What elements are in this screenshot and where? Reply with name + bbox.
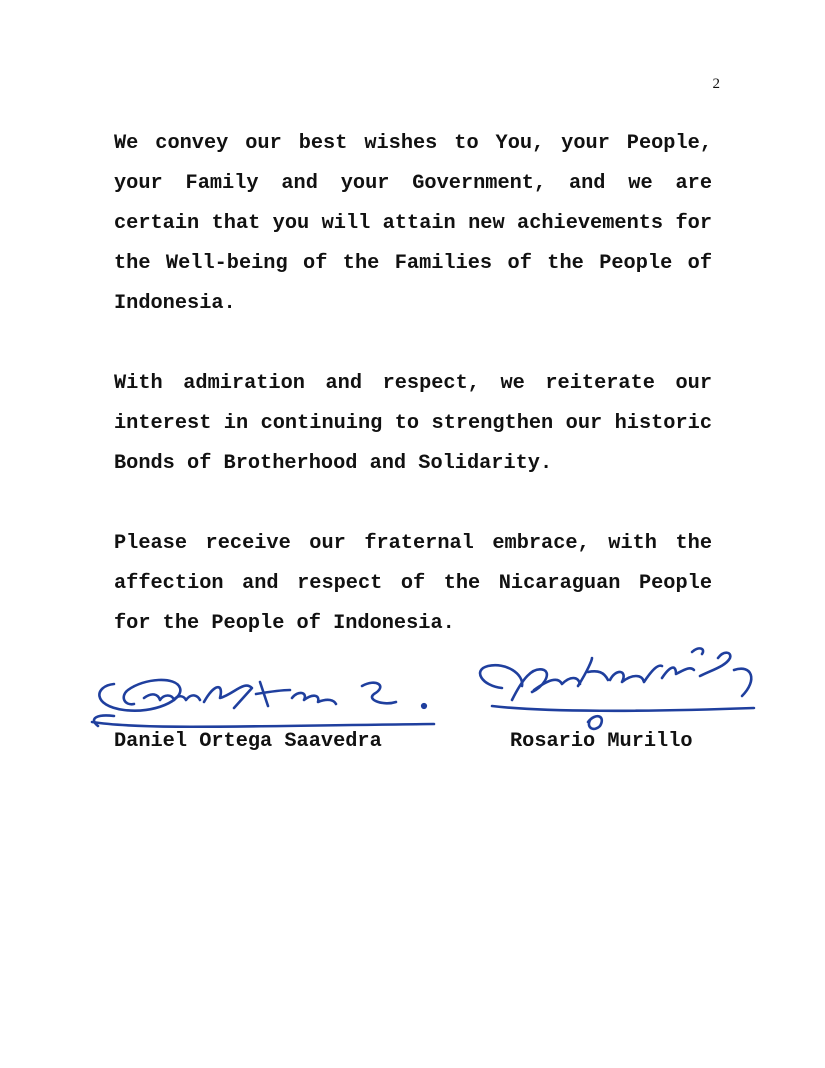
paragraph-fraternal-embrace: Please receive our fraternal embrace, with the affection and respect of the Nicaraguan People for the People of Indonesia. bbox=[114, 532, 712, 635]
signer-name-daniel-ortega: Daniel Ortega Saavedra bbox=[114, 730, 382, 753]
signer-name-rosario-murillo: Rosario Murillo bbox=[510, 730, 693, 753]
paragraph-best-wishes: We convey our best wishes to You, your People, your Family and your Government, and we are certain that you will attain new achievements for the Well-being of the Families of the People of Indonesia. bbox=[114, 132, 712, 315]
page-number: 2 bbox=[712, 76, 720, 92]
paragraph-admiration: With admiration and respect, we reiterate our interest in continuing to strengthen our historic Bonds of Brotherhood and Solidarity. bbox=[114, 372, 712, 475]
signature-block bbox=[0, 640, 825, 770]
signature-rosario-murillo bbox=[462, 640, 762, 735]
letter-body bbox=[114, 124, 712, 644]
